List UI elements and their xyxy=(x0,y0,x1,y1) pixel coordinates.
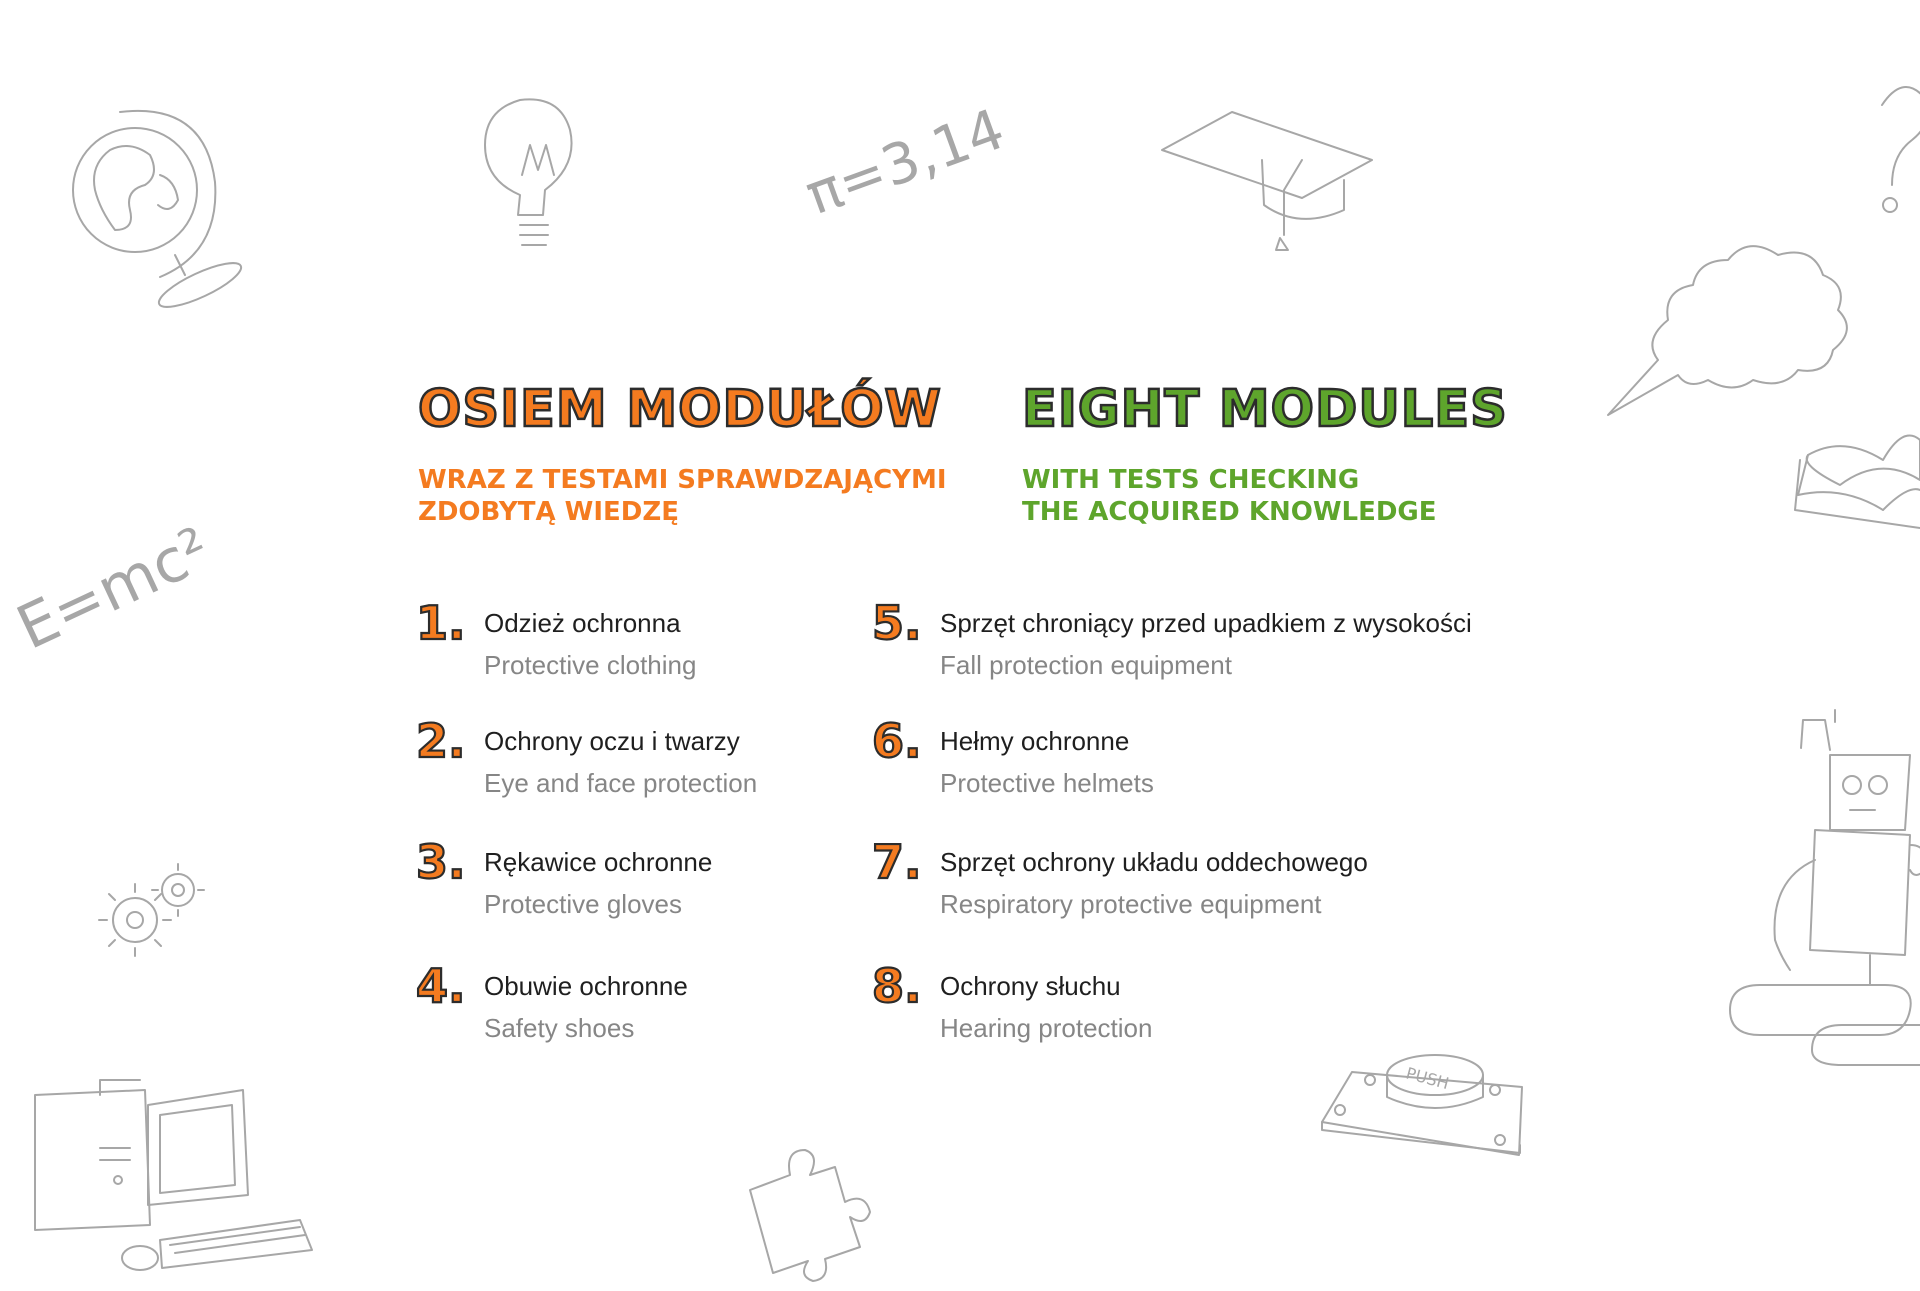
subtitle-en xyxy=(1022,464,1437,528)
title-pl: OSIEM MODUŁÓW xyxy=(418,380,942,439)
subtitle-en-line-2: THE ACQUIRED KNOWLEDGE xyxy=(1022,497,1437,527)
push-button-icon xyxy=(1322,1055,1522,1155)
gears-icon xyxy=(99,864,204,956)
module-title-pl: Ochrony słuchu xyxy=(940,971,1121,1001)
puzzle-icon xyxy=(750,1150,870,1281)
speech-cloud-icon xyxy=(1608,246,1847,415)
module-number: 4. xyxy=(416,959,466,1013)
robot-icon xyxy=(1730,710,1920,1065)
globe-icon xyxy=(73,111,246,315)
push-label: PUSH xyxy=(1403,1063,1451,1094)
module-title-en: Respiratory protective equipment xyxy=(940,889,1322,919)
module-number: 5. xyxy=(872,596,922,650)
module-number: 6. xyxy=(872,714,922,768)
module-title-pl: Sprzęt ochrony układu oddechowego xyxy=(940,847,1368,877)
module-title-en: Protective helmets xyxy=(940,768,1154,798)
module-title-en: Eye and face protection xyxy=(484,768,758,798)
subtitle-pl-line-2: ZDOBYTĄ WIEDZĘ xyxy=(418,497,679,527)
book-icon xyxy=(1795,436,1920,529)
module-number: 2. xyxy=(416,714,466,768)
pi-doodle: π=3,14 xyxy=(797,96,1013,229)
module-title-en: Safety shoes xyxy=(484,1013,635,1043)
module-title-pl: Ochrony oczu i twarzy xyxy=(484,726,740,756)
module-number: 7. xyxy=(872,835,922,889)
module-title-en: Protective clothing xyxy=(484,650,697,680)
computer-icon xyxy=(35,1080,312,1270)
subtitle-pl xyxy=(418,464,947,528)
subtitle-pl-line-1: WRAZ Z TESTAMI SPRAWDZAJĄCYMI xyxy=(418,465,947,495)
module-title-pl: Odzież ochronna xyxy=(484,608,681,638)
lightbulb-icon xyxy=(485,99,572,245)
module-number: 1. xyxy=(416,596,466,650)
module-title-en: Hearing protection xyxy=(940,1013,1153,1043)
module-title-en: Fall protection equipment xyxy=(940,650,1232,680)
emc-doodle: E=mc² xyxy=(6,514,221,664)
graduation-cap-icon xyxy=(1162,112,1372,250)
question-mark-icon xyxy=(1882,87,1920,212)
module-title-pl: Hełmy ochronne xyxy=(940,726,1130,756)
module-title-pl: Obuwie ochronne xyxy=(484,971,688,1001)
module-item-8 xyxy=(872,959,1592,1061)
module-title-en: Protective gloves xyxy=(484,889,682,919)
module-item-5 xyxy=(872,596,1592,698)
module-item-7 xyxy=(872,835,1592,937)
module-number: 8. xyxy=(872,959,922,1013)
module-title-pl: Sprzęt chroniący przed upadkiem z wysokości xyxy=(940,608,1472,638)
module-number: 3. xyxy=(416,835,466,889)
title-en: EIGHT MODULES xyxy=(1022,380,1508,439)
module-title-pl: Rękawice ochronne xyxy=(484,847,713,877)
module-item-6 xyxy=(872,714,1592,816)
subtitle-en-line-1: WITH TESTS CHECKING xyxy=(1022,465,1360,495)
